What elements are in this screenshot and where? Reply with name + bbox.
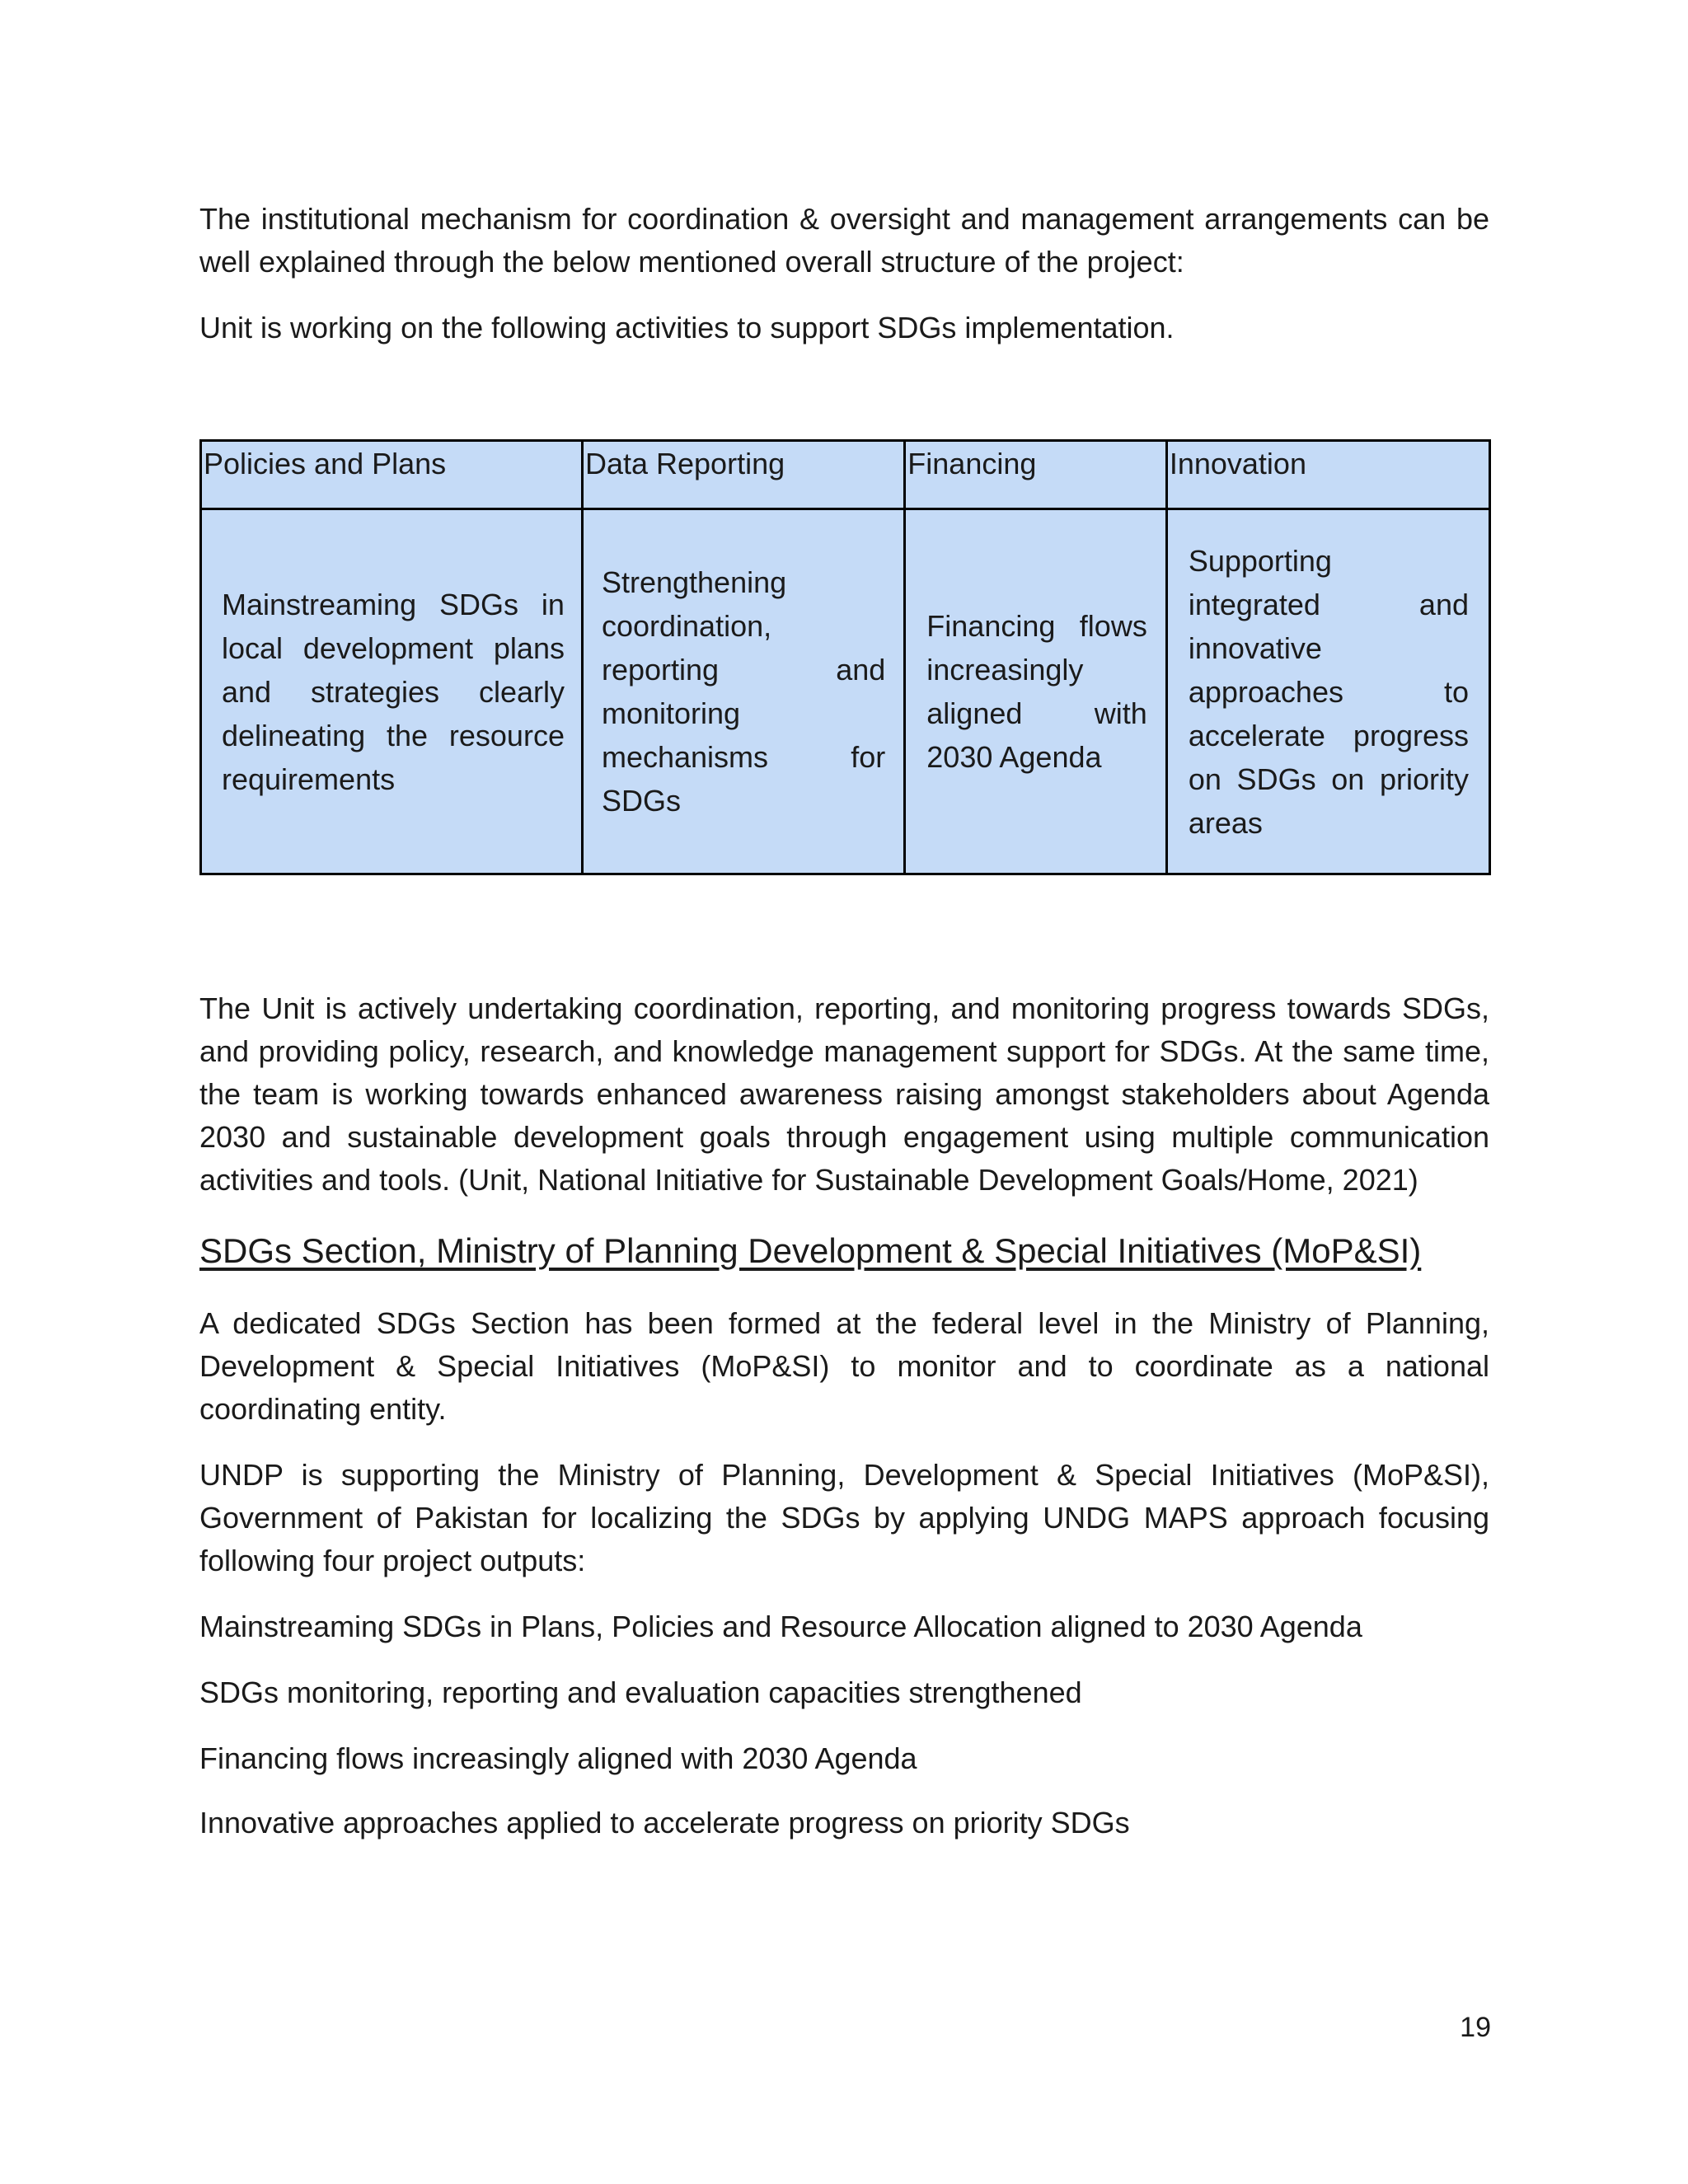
cell-innovation (1166, 509, 1489, 874)
page-number: 19 (1460, 2012, 1491, 2043)
unit-working-paragraph: Unit is working on the following activities to support SDGs implementation. (199, 311, 1175, 344)
undp-paragraph: UNDP is supporting the Ministry of Planning, Development & Special Initiatives (MoP&SI), Government of Pakistan for localizing the SDGs by applying UNDG MAPS approach focusing following four project outputs: (199, 1458, 1489, 1577)
cell-data-reporting (582, 509, 904, 874)
output-item: Innovative approaches applied to accelerate progress on priority SDGs (199, 1806, 1130, 1840)
dedicated-section-paragraph: A dedicated SDGs Section has been formed at the federal level in the Ministry of Planning, Development & Special Initiatives (MoP&SI) to monitor and to coordinate as a national coordinating entity. (199, 1306, 1489, 1426)
output-item: Mainstreaming SDGs in Plans, Policies and Resource Allocation aligned to 2030 Agenda (199, 1610, 1362, 1643)
output-item: Financing flows increasingly aligned with 2030 Agenda (199, 1741, 917, 1775)
unit-activity-paragraph: The Unit is actively undertaking coordination, reporting, and monitoring progress towards SDGs, and providing policy, research, and knowledge management support for SDGs. At the same time, the team is working towards enhanced awareness raising amongst stakeholders about Agenda 2030 and sustainable development goals through engagement using multiple communication activities and tools. (Unit, National Initiative for Sustainable Development Goals/Home, 2021) (199, 991, 1489, 1197)
cell-text: Mainstreaming SDGs in local development plans and strategies clearly delineating the resource requirements (222, 587, 565, 796)
cell-text: Financing flows increasingly aligned with 2030 Agenda (926, 609, 1147, 774)
cell-policies-and-plans (201, 509, 583, 874)
header-data-reporting: Data Reporting (582, 441, 904, 509)
header-innovation: Innovation (1166, 441, 1489, 509)
header-financing: Financing (905, 441, 1167, 509)
cell-text: Strengthening coordination, reporting and monitoring mechanisms for SDGs (601, 565, 886, 818)
activities-table (199, 439, 1491, 875)
section-heading: SDGs Section, Ministry of Planning Development & Special Initiatives (MoP&SI) (199, 1231, 1422, 1270)
header-policies-and-plans: Policies and Plans (201, 441, 583, 509)
cell-financing (905, 509, 1167, 874)
table-row (201, 509, 1490, 874)
table-header-row (201, 441, 1490, 509)
intro-paragraph: The institutional mechanism for coordination & oversight and management arrangements can be well explained through the below mentioned overall structure of the project: (199, 202, 1489, 279)
output-item: SDGs monitoring, reporting and evaluation capacities strengthened (199, 1675, 1082, 1709)
cell-text: Supporting integrated and innovative approaches to accelerate progress on SDGs on priority areas (1188, 543, 1469, 840)
